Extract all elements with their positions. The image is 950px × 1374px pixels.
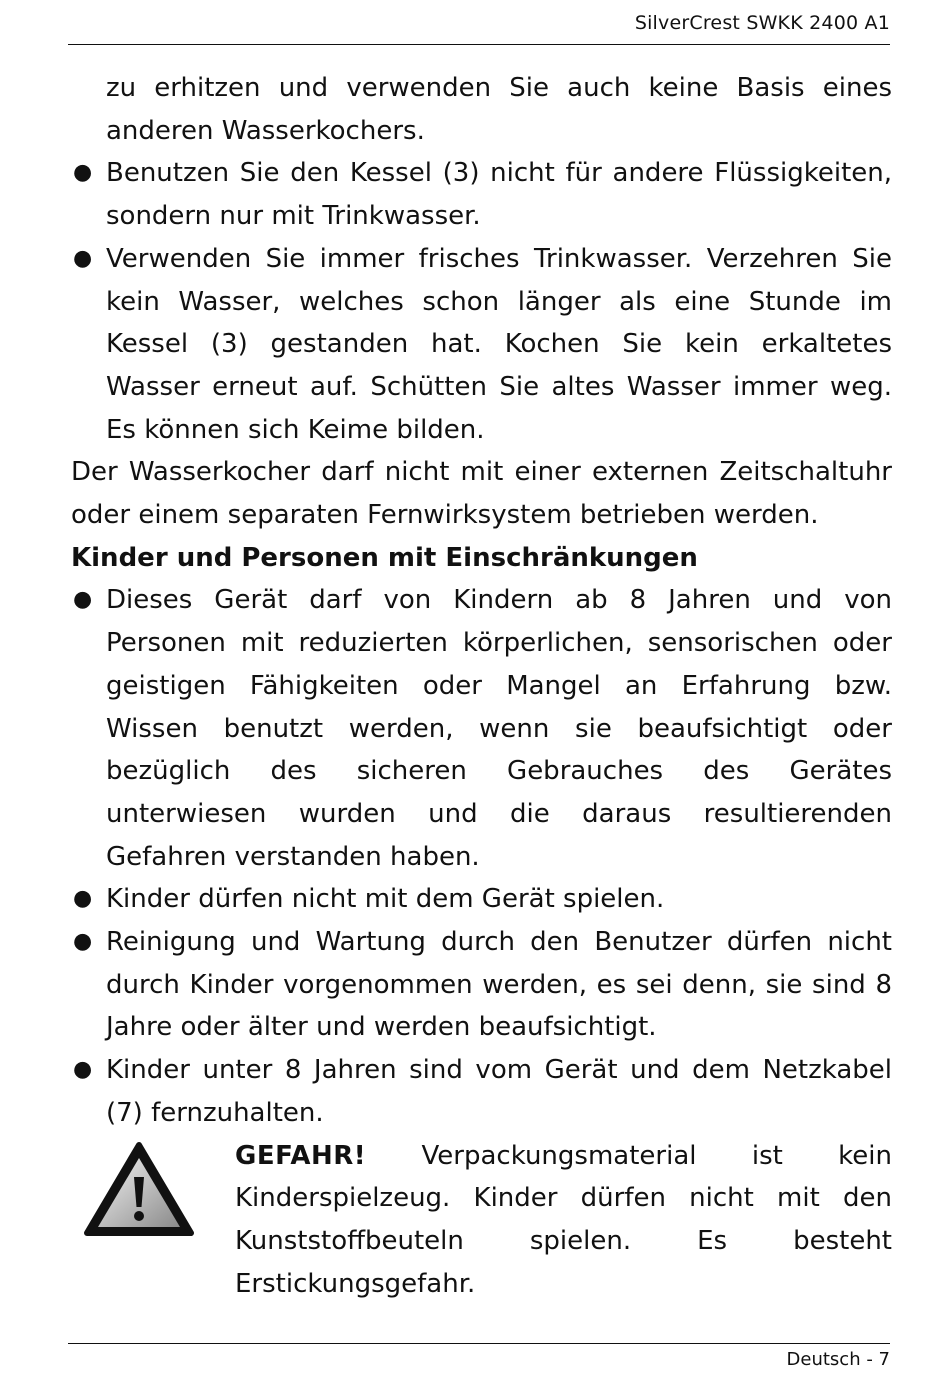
- warning-line-text: Verpackungsmaterial ist kein: [421, 1140, 893, 1171]
- page-header: SilverCrest SWKK 2400 A1: [634, 12, 890, 34]
- list-item: [71, 152, 892, 237]
- page-footer: Deutsch - 7: [786, 1349, 890, 1370]
- bullet-icon: ●: [73, 587, 93, 613]
- warning-block: [71, 1135, 892, 1306]
- bullet-icon: ●: [73, 160, 93, 186]
- bullet-icon: ●: [73, 886, 93, 912]
- list-item: [71, 1049, 892, 1134]
- warning-line: Kunststoffbeuteln spielen. Es besteht: [235, 1225, 892, 1256]
- list-item-text: Kinder unter 8 Jahren sind vom Gerät und dem Netzkabel (7) fernzuhalten.: [106, 1055, 892, 1128]
- list-item: [71, 921, 892, 1049]
- warning-text: [235, 1135, 892, 1306]
- warning-line: Kinderspielzeug. Kinder dürfen nicht mit den: [235, 1183, 892, 1214]
- warning-triangle-icon: [83, 1141, 195, 1237]
- warning-line: [235, 1135, 892, 1178]
- list-item-text: Benutzen Sie den Kessel (3) nicht für andere Flüssigkeiten, sondern nur mit Trinkwasser.: [106, 158, 892, 232]
- warning-label: GEFAHR!: [235, 1140, 367, 1171]
- header-rule: [68, 44, 890, 45]
- warning-line: Erstickungsgefahr.: [235, 1268, 476, 1299]
- list-item: [71, 579, 892, 878]
- list-item-text: Verwenden Sie immer frisches Trinkwasser. Verzehren Sie kein Wasser, welches schon länger als eine Stunde im Kessel (3) gestanden hat. Kochen Sie kein erkaltetes Wasser erneut auf. Schütten Sie altes Wasser immer weg. Es können sich Keime bilden.: [106, 243, 892, 445]
- list-item: [71, 878, 892, 921]
- section-heading: Kinder und Personen mit Einschränkungen: [71, 542, 698, 573]
- bullet-icon: ●: [73, 1057, 93, 1083]
- intro-continuation: zu erhitzen und verwenden Sie auch keine Basis eines anderen Wasserkochers.: [106, 73, 892, 146]
- body-paragraph: Der Wasserkocher darf nicht mit einer externen Zeitschaltuhr oder einem separaten Fernwirksystem betrieben werden.: [71, 457, 892, 531]
- footer-rule: [68, 1343, 890, 1344]
- page-content: [71, 67, 892, 1306]
- list-item-text: Dieses Gerät darf von Kindern ab 8 Jahren und von Personen mit reduzierten körperlichen, sensorischen oder geistigen Fähigkeiten oder Mangel an Erfahrung bzw. Wissen benutzt werden, wenn sie beaufsichtigt oder bezüglich des sicheren Gebrauches des Gerätes unterwiesen wurden und die daraus resultierenden Gefahren verstanden haben.: [106, 585, 892, 872]
- list-item-text: Reinigung und Wartung durch den Benutzer dürfen nicht durch Kinder vorgenommen werden, es sei denn, sie sind 8 Jahre oder älter und werden beaufsichtigt.: [106, 927, 892, 1043]
- list-item-text: Kinder dürfen nicht mit dem Gerät spielen.: [106, 884, 665, 915]
- list-item: [71, 238, 892, 452]
- bullet-icon: ●: [73, 929, 93, 955]
- bullet-icon: ●: [73, 245, 93, 271]
